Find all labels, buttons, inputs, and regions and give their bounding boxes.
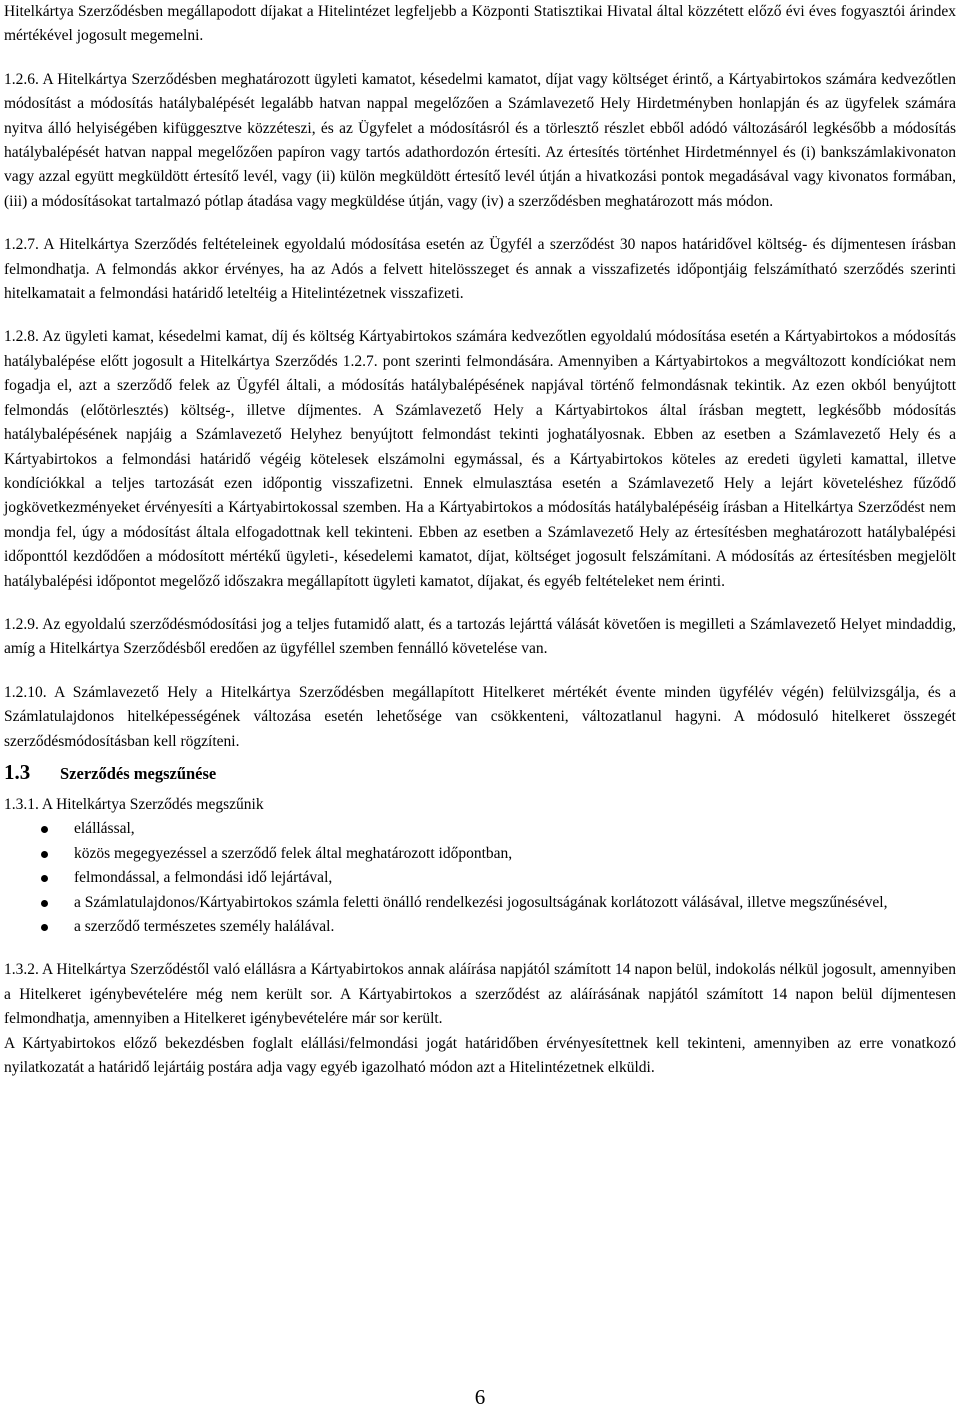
bullet-icon — [41, 924, 48, 931]
bullet-icon — [41, 826, 48, 833]
bullet-icon — [41, 900, 48, 907]
section-title: Szerződés megszűnése — [60, 763, 217, 783]
bullet-icon — [41, 875, 48, 882]
section-number: 1.3 — [4, 759, 31, 784]
list-item-text: elállással, — [74, 820, 135, 838]
list-item-text: felmondással, a felmondási idő lejártával, — [74, 869, 333, 887]
paragraph-1-2-8: 1.2.8. Az ügyleti kamat, késedelmi kamat, díj és költség Kártyabirtokos számára kedvezőtlen egyoldalú módosítása esetén a Kártyabirtokos a módosítás hatálybalépése előtt jogosult a Hitelkártya Szerződés 1.2.7. pont szerinti felmondására. Amennyiben a Kártyabirtokos a megváltozott kondíciókat nem fogadja el, azt a szerződő felek az Ügyfél általi, a módosítás hatálybalépésének napjával történő felmondásnak tekintik. Az ezen okból benyújtott felmondás (előtörlesztés) költség-, illetve díjmentes. A Számlavezető Hely a Kártyabirtokos által írásban megtett, legkésőbb módosítás hatálybalépésének napjáig a Számlavezető Helyhez benyújtott felmondást tekinti joghatályosnak. Ebben az esetben a Számlavezető Hely és a Kártyabirtokos a felmondási határidő végéig kötelesek elszámolni egymással, és a Kártyabirtokos köteles az eredeti ügyleti kamattal, illetve kondíciókkal a teljes tartozását ezen időpontig visszafizetni. Ennek elmulasztása esetén a Számlavezető Hely a lejárt követeléshez fűződő jogkövetkezményeket érvényesíti a Kártyabirtokossal szemben. Ha a Kártyabirtokos a módosítás hatálybalépéséig írásban a Hitelkártya Szerződést nem mondja fel, úgy a módosítást általa elfogadottnak kell tekinteni. Ebben az esetben a Számlavezető Hely az értesítésben meghatározott hatálybalépési időponttól kezdődően a módosított mértékű ügyleti-, késedelemi kamatot, díjat, költséget jogosult felszámítani. A módosítás az értesítésben megjelölt hatálybalépési időpontot megelőző időszakra megállapított ügyleti kamatot, díjakat, és egyéb feltételeket nem érinti. — [4, 328, 956, 590]
paragraph-1-2-10: 1.2.10. A Számlavezető Hely a Hitelkártya Szerződésben megállapított Hitelkeret mértékét évente minden ügyfélév végén) felülvizsgálja, és a Számlatulajdonos hitelképességének változása esetén lehetősége van csökkenteni, változatlanul hagyni. A módosuló hitelkeret összegét szerződésmódosításban kell rögzíteni. — [4, 683, 956, 750]
page-number: 6 — [474, 1385, 486, 1409]
bullet-icon — [41, 851, 48, 858]
paragraph-1-2-7: 1.2.7. A Hitelkártya Szerződés feltételeinek egyoldalú módosítása esetén az Ügyfél a szerződést 30 napos határidővel költség- és díjmentesen írásban felmondhatja. A felmondás akkor érvényes, ha az Adós a felvett hitelösszeget és annak a visszafizetés időpontjáig felszámítható szerződés szerinti hitelkamatait a felmondási határidő leteltéig a Hitelintézetnek visszafizeti. — [4, 236, 956, 303]
paragraph-1-2-9: 1.2.9. Az egyoldalú szerződésmódosítási jog a teljes futamidő alatt, és a tartozás lejárttá válását követően is megilleti a Számlavezető Helyet mindaddig, amíg a Hitelkártya Szerződésből eredően az ügyféllel szemben fennálló követelése van. — [4, 615, 956, 658]
list-intro: 1.3.1. A Hitelkártya Szerződés megszűnik — [4, 795, 264, 813]
paragraph-gap — [4, 214, 956, 233]
list-item-text: a Számlatulajdonos/Kártyabirtokos számla feletti önálló rendelkezési jogosultságának korlátozott válásával, illetve megszűnésével, — [74, 893, 888, 911]
paragraph-gap — [4, 939, 956, 958]
list-item — [4, 817, 956, 841]
termination-list — [4, 817, 956, 939]
paragraph-fee-increase: Hitelkártya Szerződésben megállapodott díjakat a Hitelintézet legfeljebb a Központi Statisztikai Hivatal által közzétett előző évi éves fogyasztói árindex mértékével jogosult megemelni. — [4, 3, 956, 45]
list-item — [4, 891, 956, 915]
paragraph-gap — [4, 594, 956, 613]
paragraph-1-2-6: 1.2.6. A Hitelkártya Szerződésben meghatározott ügyleti kamatot, késedelmi kamatot, díjat vagy költséget érintő, a Kártyabirtokos számára kedvezőtlen módosítást a módosítás hatálybalépését legalább hatvan nappal megelőzően a Számlavezető Hely Hirdetményben honlapján és az ügyfelek számára nyitva álló helyiségében kifüggesztve közzéteszi, és az Ügyfelet a módosításról és a törlesztő részlet ebből adódó változásáról legkésőbb a módosítás hatálybalépését hatvan nappal megelőzően papíron vagy tartós adathordozón értesíti. Az értesítés történhet Hirdetménnyel és (i) bankszámlakivonaton vagy azzal együtt megküldött értesítő levél, vagy (ii) külön megküldött értesítő levél útján a hivatkozási pontok megadásával vagy kivonatos formában, (iii) a módosításokat tartalmazó pótlap átadása vagy megküldése útján, vagy (iv) a szerződésben meghatározott más módon. — [4, 70, 956, 210]
list-item-text: közös megegyezéssel a szerződő felek által meghatározott időpontban, — [74, 844, 513, 862]
paragraph-withdrawal-rights: A Kártyabirtokos előző bekezdésben foglalt elállási/felmondási jogát határidőben érvényesítettnek kell tekinteni, amennyiben az erre vonatkozó nyilatkozatát a határidő lejártáig postára adja vagy egyéb igazolható módon azt a Hitelintézetnek elküldi. — [4, 1034, 956, 1077]
paragraph-gap — [4, 306, 956, 325]
section-heading — [4, 760, 956, 785]
paragraph-gap — [4, 662, 956, 681]
list-item — [4, 915, 956, 939]
list-item — [4, 842, 956, 866]
list-item — [4, 866, 956, 890]
list-item-text: a szerződő természetes személy halálával. — [74, 918, 335, 935]
paragraph-gap — [4, 49, 956, 68]
paragraph-1-3-2: 1.3.2. A Hitelkártya Szerződéstől való elállásra a Kártyabirtokos annak aláírása napjától számított 14 napon belül, indokolás nélkül jogosult, amennyiben a Hitelkeret igénybevételére még nem került sor. A Kártyabirtokos a szerződést az aláírásának napjától számított 14 napon belül díjmentesen felmondhatja, amennyiben a Hitelkeret igénybevételére már sor került. — [4, 961, 956, 1028]
